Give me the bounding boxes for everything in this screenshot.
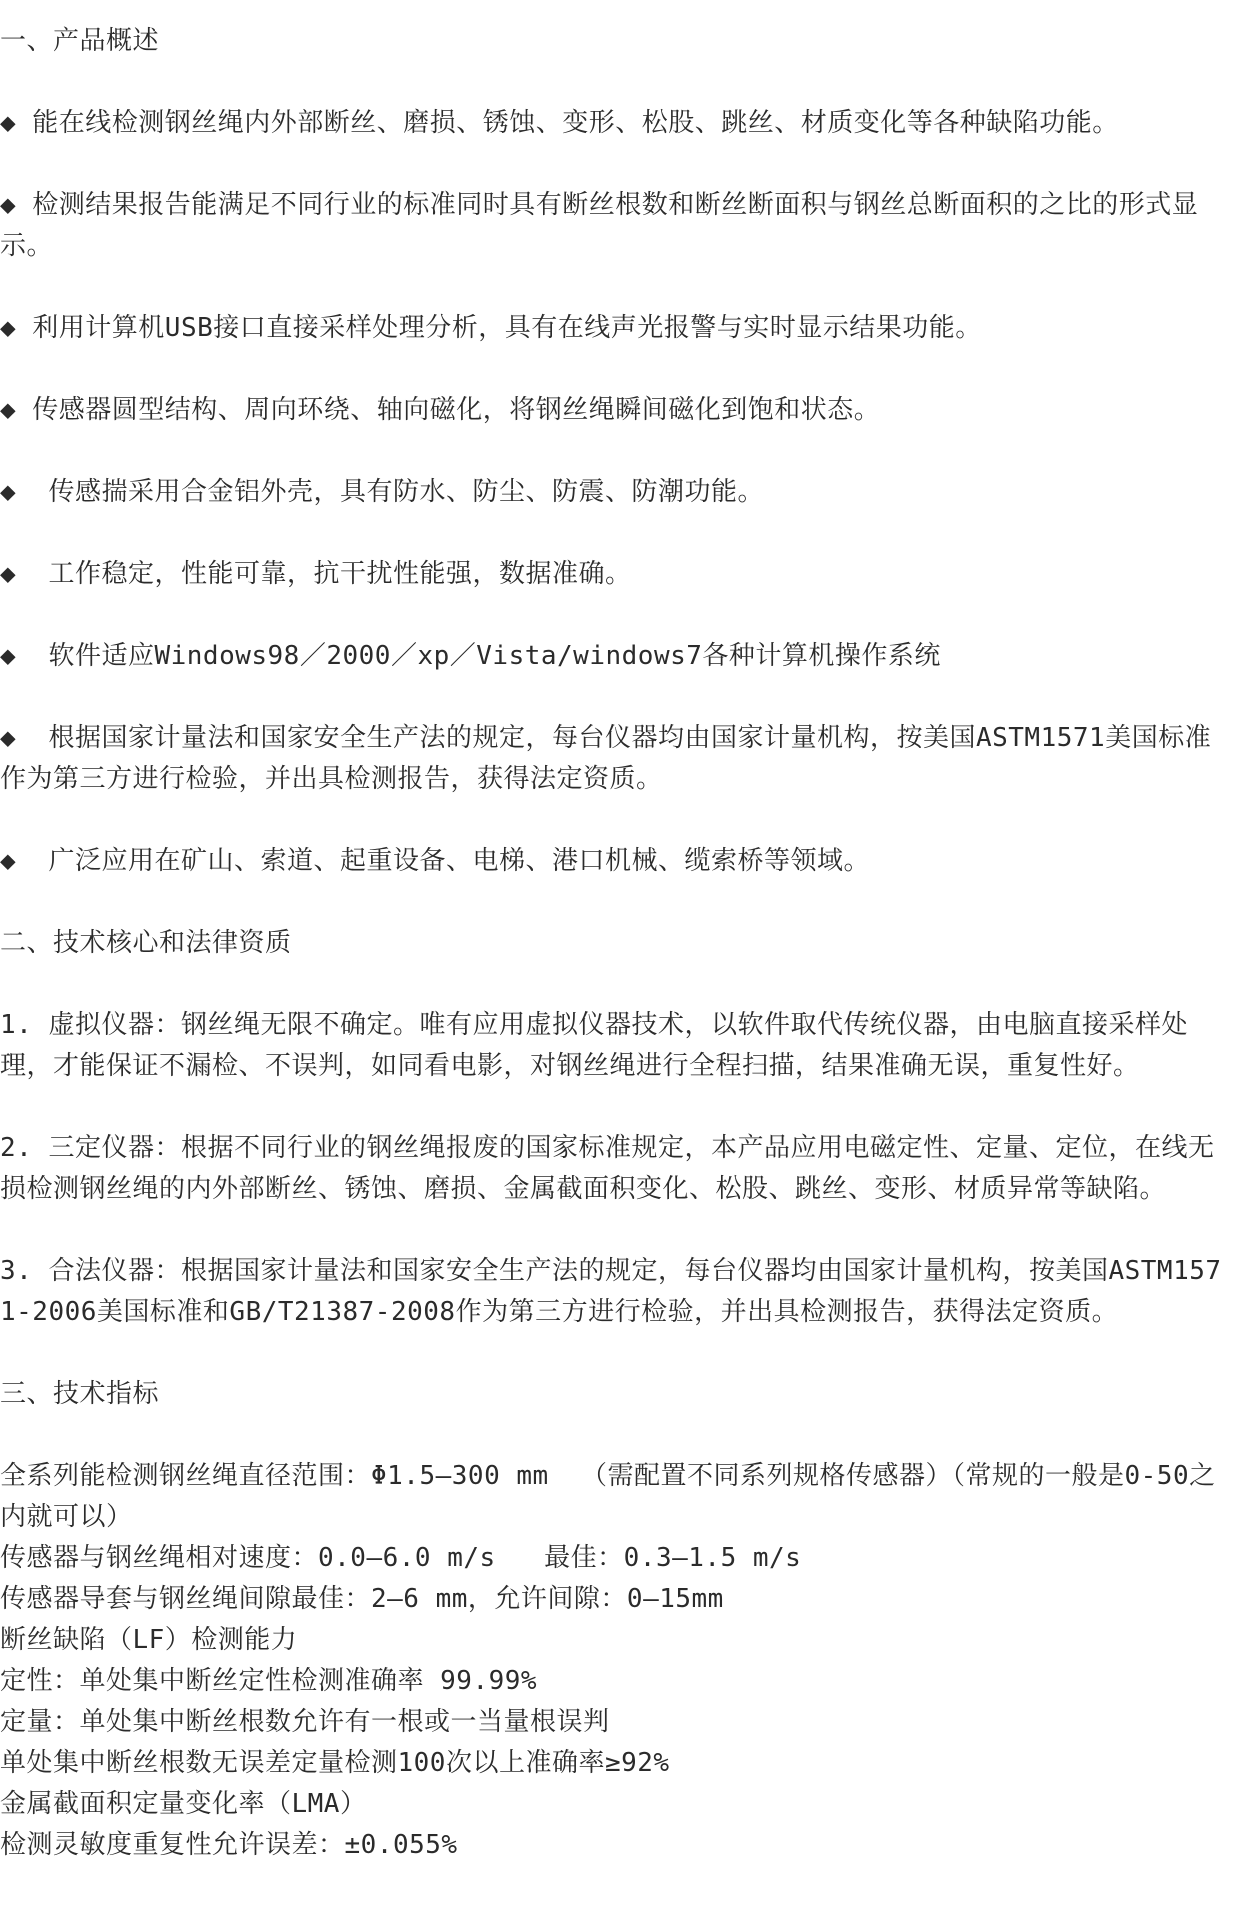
- bullet-paragraph: ◆ 工作稳定，性能可靠，抗干扰性能强，数据准确。: [0, 559, 632, 589]
- bullet-paragraph: ◆ 检测结果报告能满足不同行业的标准同时具有断丝根数和断丝断面积与钢丝总断面积的之比的形式显示。: [0, 190, 1199, 261]
- text-paragraph: 金属截面积定量变化率（LMA）: [0, 1789, 367, 1819]
- bullet-paragraph: ◆ 传感揣采用合金铝外壳，具有防水、防尘、防震、防潮功能。: [0, 477, 764, 507]
- section-heading: 一、产品概述: [0, 26, 160, 56]
- text-paragraph: 传感器与钢丝绳相对速度：0.0—6.0 m/s 最佳：0.3—1.5 m/s: [0, 1543, 802, 1573]
- text-paragraph: 单处集中断丝根数无误差定量检测100次以上准确率≥92%: [0, 1748, 670, 1778]
- text-paragraph: 3. 合法仪器：根据国家计量法和国家安全生产法的规定，每台仪器均由国家计量机构，按美国ASTM1571-2006美国标准和GB/T21387-2008作为第三方进行检验，并出具检测报告，获得法定资质。: [0, 1256, 1222, 1327]
- text-paragraph: 定性：单处集中断丝定性检测准确率 99.99%: [0, 1666, 538, 1696]
- text-paragraph: 1. 虚拟仪器：钢丝绳无限不确定。唯有应用虚拟仪器技术，以软件取代传统仪器，由电脑直接采样处理，才能保证不漏检、不误判，如同看电影，对钢丝绳进行全程扫描，结果准确无误，重复性好。: [0, 1010, 1188, 1081]
- text-paragraph: 2. 三定仪器：根据不同行业的钢丝绳报废的国家标准规定，本产品应用电磁定性、定量、定位，在线无损检测钢丝绳的内外部断丝、锈蚀、磨损、金属截面积变化、松股、跳丝、变形、材质异常等缺陷。: [0, 1133, 1215, 1204]
- text-paragraph: 检测灵敏度重复性允许误差：±0.055%: [0, 1830, 458, 1860]
- text-paragraph: 传感器导套与钢丝绳间隙最佳：2—6 mm，允许间隙：0—15mm: [0, 1584, 724, 1614]
- text-paragraph: 全系列能检测钢丝绳直径范围：Φ1.5—300 mm （需配置不同系列规格传感器）（常规的一般是0-50之内就可以）: [0, 1461, 1216, 1532]
- bullet-paragraph: ◆ 广泛应用在矿山、索道、起重设备、电梯、港口机械、缆索桥等领域。: [0, 846, 870, 876]
- bullet-paragraph: ◆ 软件适应Windows98／2000／xp／Vista/windows7各种计算机操作系统: [0, 641, 941, 671]
- bullet-paragraph: ◆ 传感器圆型结构、周向环绕、轴向磁化，将钢丝绳瞬间磁化到饱和状态。: [0, 395, 881, 425]
- section-heading: 二、技术核心和法律资质: [0, 928, 292, 958]
- bullet-paragraph: ◆ 根据国家计量法和国家安全生产法的规定，每台仪器均由国家计量机构，按美国ASTM1571美国标准作为第三方进行检验，并出具检测报告，获得法定资质。: [0, 723, 1212, 794]
- bullet-paragraph: ◆ 利用计算机USB接口直接采样处理分析，具有在线声光报警与实时显示结果功能。: [0, 313, 982, 343]
- section-heading: 三、技术指标: [0, 1379, 160, 1409]
- bullet-paragraph: ◆ 能在线检测钢丝绳内外部断丝、磨损、锈蚀、变形、松股、跳丝、材质变化等各种缺陷功能。: [0, 108, 1119, 138]
- text-paragraph: 断丝缺陷（LF）检测能力: [0, 1625, 298, 1655]
- text-paragraph: 定量：单处集中断丝根数允许有一根或一当量根误判: [0, 1707, 610, 1737]
